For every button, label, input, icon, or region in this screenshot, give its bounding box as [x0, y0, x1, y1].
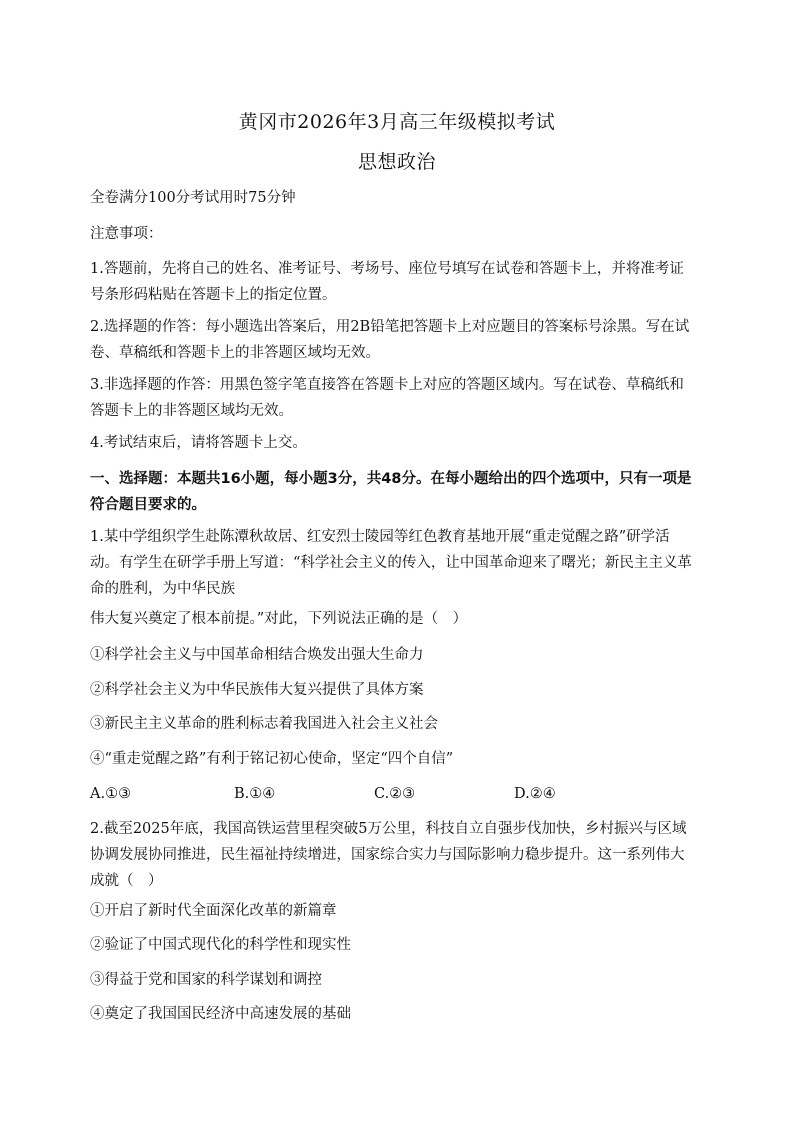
question-1-option-d[interactable]: D.②④	[514, 786, 556, 802]
exam-subject: 思想政治	[357, 151, 436, 173]
question-1-option-b[interactable]: B.①④	[234, 786, 276, 802]
notice-item-3: 3.非选择题的作答：用黑色签字笔直接答在答题卡上对应的答题区域内。写在试卷、草稿纸和答题卡上的非答题区域均无效。	[90, 377, 684, 419]
notice-item-4: 4.考试结束后，请将答题卡上交。	[90, 435, 307, 451]
question-1-statement-1: ①科学社会主义与中国革命相结合焕发出强大生命力	[90, 647, 424, 663]
question-2-statement-2: ②验证了中国式现代化的科学性和现实性	[90, 937, 351, 953]
notice-item-2: 2.选择题的作答：每小题选出答案后，用2B铅笔把答题卡上对应题目的答案标号涂黑。写在试卷、草稿纸和答题卡上的非答题区域均无效。	[90, 319, 690, 361]
question-2-statement-4: ④奠定了我国国民经济中高速发展的基础	[90, 1006, 351, 1022]
notice-heading: 注意事项：	[90, 226, 163, 242]
question-1-statement-4: ④“重走觉醒之路”有利于铭记初心使命，坚定“四个自信”	[90, 751, 454, 767]
question-1-option-a[interactable]: A.①③	[90, 786, 132, 802]
question-2-statement-3: ③得益于党和国家的科学谋划和调控	[90, 972, 322, 988]
question-1-statement-2: ②科学社会主义为中华民族伟大复兴提供了具体方案	[90, 682, 424, 698]
question-1-options	[90, 781, 710, 807]
notice-item-1: 1.答题前，先将自己的姓名、准考证号、考场号、座位号填写在试卷和答题卡上，并将准考证号条形码粘贴在答题卡上的指定位置。	[90, 261, 684, 303]
question-1-option-c[interactable]: C.②③	[374, 786, 416, 802]
exam-info: 全卷满分100分考试用时75分钟	[90, 190, 296, 206]
exam-title: 黄冈市2026年3月高三年级模拟考试	[238, 111, 556, 133]
question-1-stem: 1.某中学组织学生赴陈潭秋故居、红安烈士陵园等红色教育基地开展“重走觉醒之路”研学活动。有学生在研学手册上写道：“科学社会主义的传入，让中国革命迎来了曙光；新民主主义革命的胜利，为中华民族	[90, 529, 692, 597]
question-1-statement-3: ③新民主主义革命的胜利标志着我国进入社会主义社会	[90, 716, 438, 732]
question-2-stem: 2.截至2025年底，我国高铁运营里程突破5万公里，科技自立自强步伐加快，乡村振兴与区域协调发展协同推进，民生福祉持续增进，国家综合实力与国际影响力稳步提升。这一系列伟大成就（ ）	[90, 821, 687, 889]
question-1-stem-continued: 伟大复兴奠定了根本前提。”对此，下列说法正确的是（ ）	[90, 611, 468, 627]
section-heading: 一、选择题：本题共16小题，每小题3分，共48分。在每小题给出的四个选项中，只有一项是符合题目要求的。	[90, 471, 692, 513]
question-2-statement-1: ①开启了新时代全面深化改革的新篇章	[90, 903, 337, 919]
